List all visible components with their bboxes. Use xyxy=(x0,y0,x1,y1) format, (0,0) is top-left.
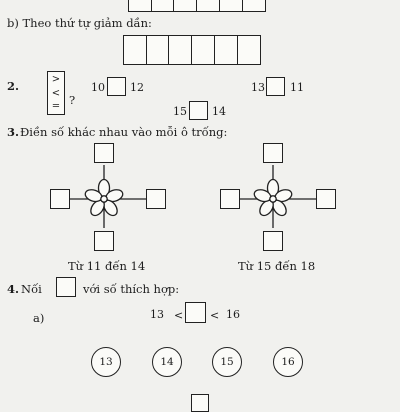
exercise-4-instruction-before: Nối xyxy=(21,282,42,296)
exercise-2-number: 2. xyxy=(7,79,20,93)
flower-1-right-box[interactable] xyxy=(146,189,166,209)
example-box xyxy=(56,277,76,297)
flower-2-bottom-box[interactable] xyxy=(263,231,283,251)
partial-bottom-box xyxy=(191,394,209,412)
less-than-sign: < xyxy=(51,88,61,99)
flower-1-bottom-box[interactable] xyxy=(94,231,114,251)
part-a-answer-box[interactable] xyxy=(185,302,206,323)
question-mark: ? xyxy=(69,93,76,107)
greater-than-sign: > xyxy=(51,74,61,85)
pair-1-left: 10 xyxy=(91,81,105,94)
flower-1-icon xyxy=(84,179,124,219)
part-a-label: a) xyxy=(33,311,45,325)
flower-2-right-box[interactable] xyxy=(316,189,336,209)
equals-sign: = xyxy=(51,101,61,112)
flower-1-top-box[interactable] xyxy=(94,143,114,163)
exercise-3-instruction: Điền số khác nhau vào mỗi ô trống: xyxy=(20,125,228,139)
choice-circle-14[interactable]: 14 xyxy=(152,347,182,377)
part-a-op1: < xyxy=(174,309,184,322)
flower-2-top-box[interactable] xyxy=(263,143,283,163)
pair-2-right: 11 xyxy=(290,81,304,94)
part-a-op2: < xyxy=(210,309,220,322)
choice-circle-15[interactable]: 15 xyxy=(212,347,242,377)
pair-1-right: 12 xyxy=(130,81,144,94)
exercise-4-instruction-after: với số thích hợp: xyxy=(83,282,180,296)
flower-1-caption: Từ 11 đến 14 xyxy=(68,259,146,273)
pair-3-right: 14 xyxy=(212,105,226,118)
exercise-3-number: 3. xyxy=(7,125,20,139)
flower-1-left-box[interactable] xyxy=(50,189,70,209)
flower-2-icon xyxy=(253,179,293,219)
choice-circle-16[interactable]: 16 xyxy=(273,347,303,377)
choice-circle-13[interactable]: 13 xyxy=(91,347,121,377)
flower-2-caption: Từ 15 đến 18 xyxy=(238,259,316,273)
part-a-right-value: 16 xyxy=(226,308,240,321)
exercise-4-number: 4. xyxy=(7,282,20,296)
part-a-left-value: 13 xyxy=(150,308,164,321)
pair-2-left: 13 xyxy=(251,81,265,94)
pair-3-left: 15 xyxy=(173,105,187,118)
flower-2-left-box[interactable] xyxy=(220,189,240,209)
section-b-label: b) Theo thứ tự giảm dần: xyxy=(7,16,152,30)
